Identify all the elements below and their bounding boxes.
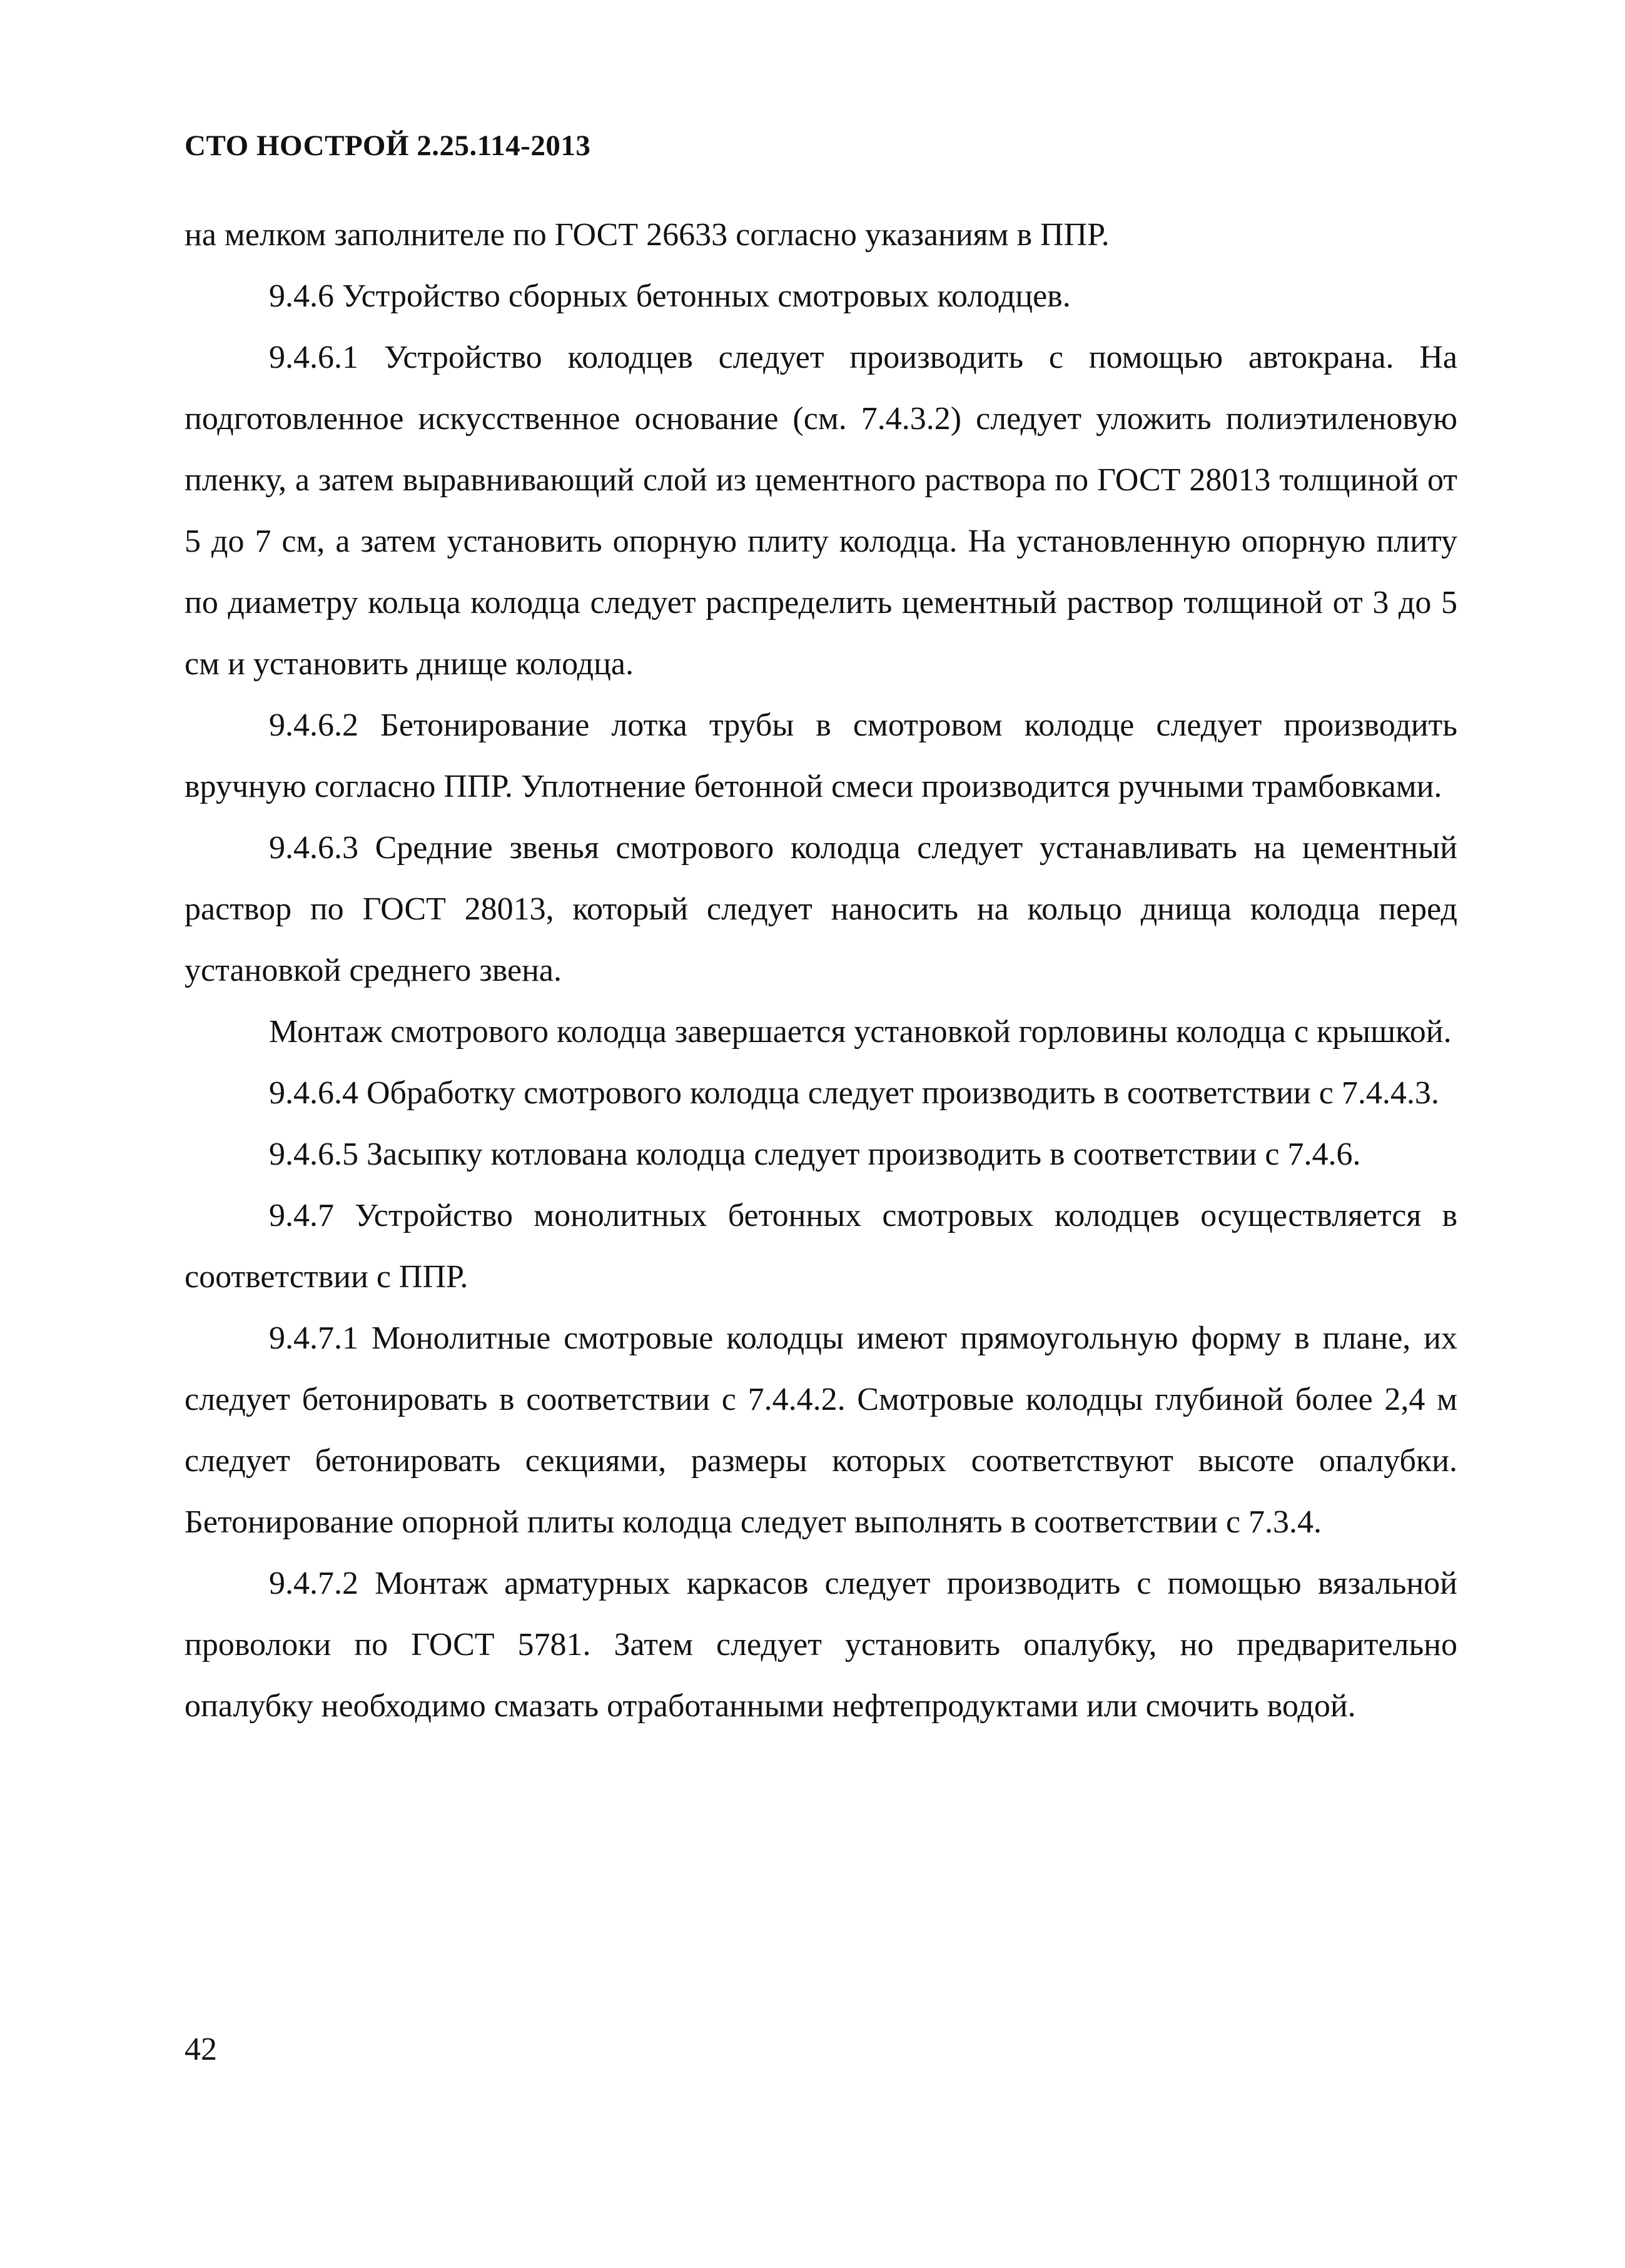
paragraph-9-4-7-1: 9.4.7.1 Монолитные смотровые колодцы имеют прямоугольную форму в плане, их следует бетонировать в соответствии с 7.4.4.2. Смотровые колодцы глубиной более 2,4 м следует бетонировать секциями, размеры которых соответствуют высоте опалубки. Бетонирование опорной плиты колодца следует выполнять в соответствии с 7.3.4.	[185, 1320, 1457, 1540]
paragraph-9-4-6: 9.4.6 Устройство сборных бетонных смотровых колодцев.	[269, 278, 1071, 314]
paragraph-9-4-6-4: 9.4.6.4 Обработку смотрового колодца следует производить в соответствии с 7.4.4.3.	[269, 1075, 1439, 1111]
paragraph-assembly-completion: Монтаж смотрового колодца завершается установкой горловины колодца с крышкой.	[269, 1014, 1452, 1050]
paragraph-9-4-7: 9.4.7 Устройство монолитных бетонных смотровых колодцев осуществляется в соответствии с ППР.	[185, 1198, 1457, 1295]
document-header-title: СТО НОСТРОЙ 2.25.114-2013	[185, 129, 591, 162]
page-number: 42	[185, 2032, 217, 2067]
paragraph-9-4-6-2: 9.4.6.2 Бетонирование лотка трубы в смотровом колодце следует производить вручную согласно ППР. Уплотнение бетонной смеси производится ручными трамбовками.	[185, 707, 1457, 804]
document-body	[185, 205, 1457, 1737]
paragraph-9-4-6-1: 9.4.6.1 Устройство колодцев следует производить с помощью автокрана. На подготовленное искусственное основание (см. 7.4.3.2) следует уложить полиэтиленовую пленку, а затем выравнивающий слой из цементного раствора по ГОСТ 28013 толщиной от 5 до 7 см, а затем установить опорную плиту колодца. На установленную опорную плиту по диаметру кольца колодца следует распределить цементный раствор толщиной от 3 до 5 см и установить днище колодца.	[185, 340, 1457, 682]
paragraph-9-4-6-5: 9.4.6.5 Засыпку котлована колодца следует производить в соответствии с 7.4.6.	[269, 1137, 1361, 1172]
document-page	[185, 0, 1457, 2268]
paragraph-continuation: на мелком заполнителе по ГОСТ 26633 согласно указаниям в ППР.	[185, 217, 1110, 253]
paragraph-9-4-7-2: 9.4.7.2 Монтаж арматурных каркасов следует производить с помощью вязальной проволоки по ГОСТ 5781. Затем следует установить опалубку, но предварительно опалубку необходимо смазать отработанными нефтепродуктами или смочить водой.	[185, 1566, 1457, 1724]
paragraph-9-4-6-3: 9.4.6.3 Средние звенья смотрового колодца следует устанавливать на цементный раствор по ГОСТ 28013, который следует наносить на кольцо днища колодца перед установкой среднего звена.	[185, 830, 1457, 988]
